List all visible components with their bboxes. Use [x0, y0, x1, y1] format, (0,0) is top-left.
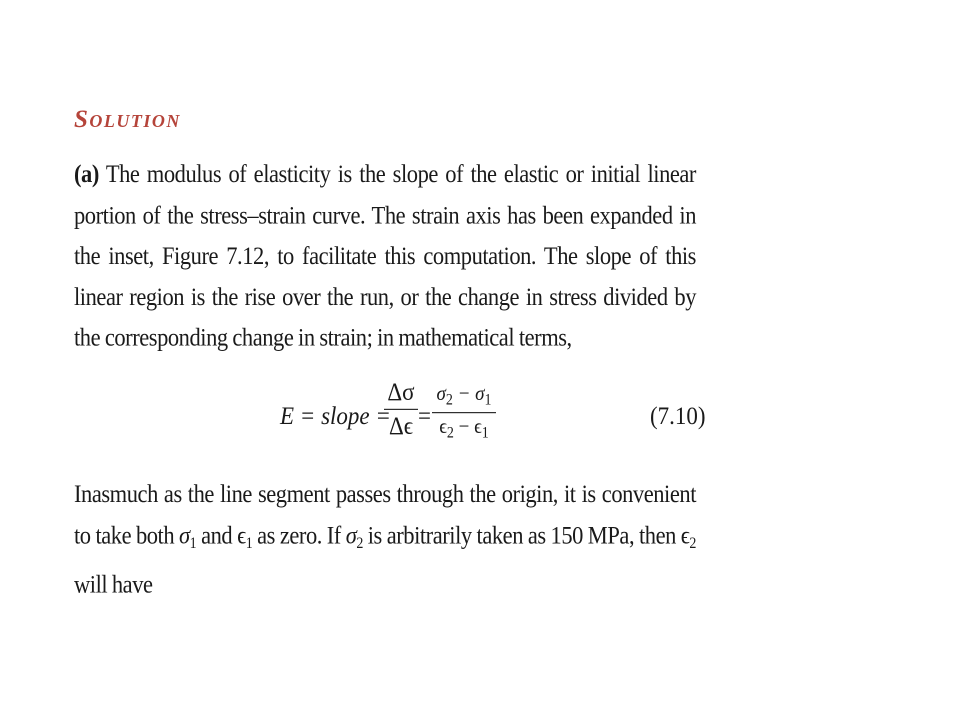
part-label: (a)	[74, 159, 99, 188]
fraction-delta-denominator: Δϵ	[388, 412, 414, 440]
paragraph-a	[74, 154, 696, 358]
fraction-bar	[384, 409, 418, 410]
fraction-delta	[384, 378, 418, 441]
fraction-difference-denominator: $\epsilon_2 - \epsilon_1$	[439, 415, 489, 442]
paragraph-a-text: The modulus of elasticity is the slope of the elastic or initial linear portion of the stress–strain curve. The strain axis has been expanded in the inset, Figure 7.12, to facilitate this computation. The slope of this linear region is the rise over the run, or the change in stress divided by the corresponding change in strain; in mathematical terms,	[74, 159, 696, 352]
fraction-difference-numerator: $\sigma_2 - \sigma_1$	[436, 382, 492, 409]
equals-sign: =	[418, 402, 431, 430]
fraction-delta-numerator: Δσ	[387, 378, 415, 406]
fraction-bar	[432, 412, 496, 413]
equation-7-10	[280, 378, 706, 466]
equation-lhs: E = slope =	[280, 402, 391, 430]
solution-heading: Solution	[74, 106, 181, 133]
fraction-difference	[432, 382, 496, 443]
paragraph-continuation: Inasmuch as the line segment passes through the origin, it is convenient to take both $\sigma_1$ and $\epsilon_1$ as zero. If $\sigma_2$ is arbitrarily taken as 150 MPa, then $\epsilon_2$ will have	[74, 479, 696, 599]
equation-number: (7.10)	[650, 402, 706, 430]
